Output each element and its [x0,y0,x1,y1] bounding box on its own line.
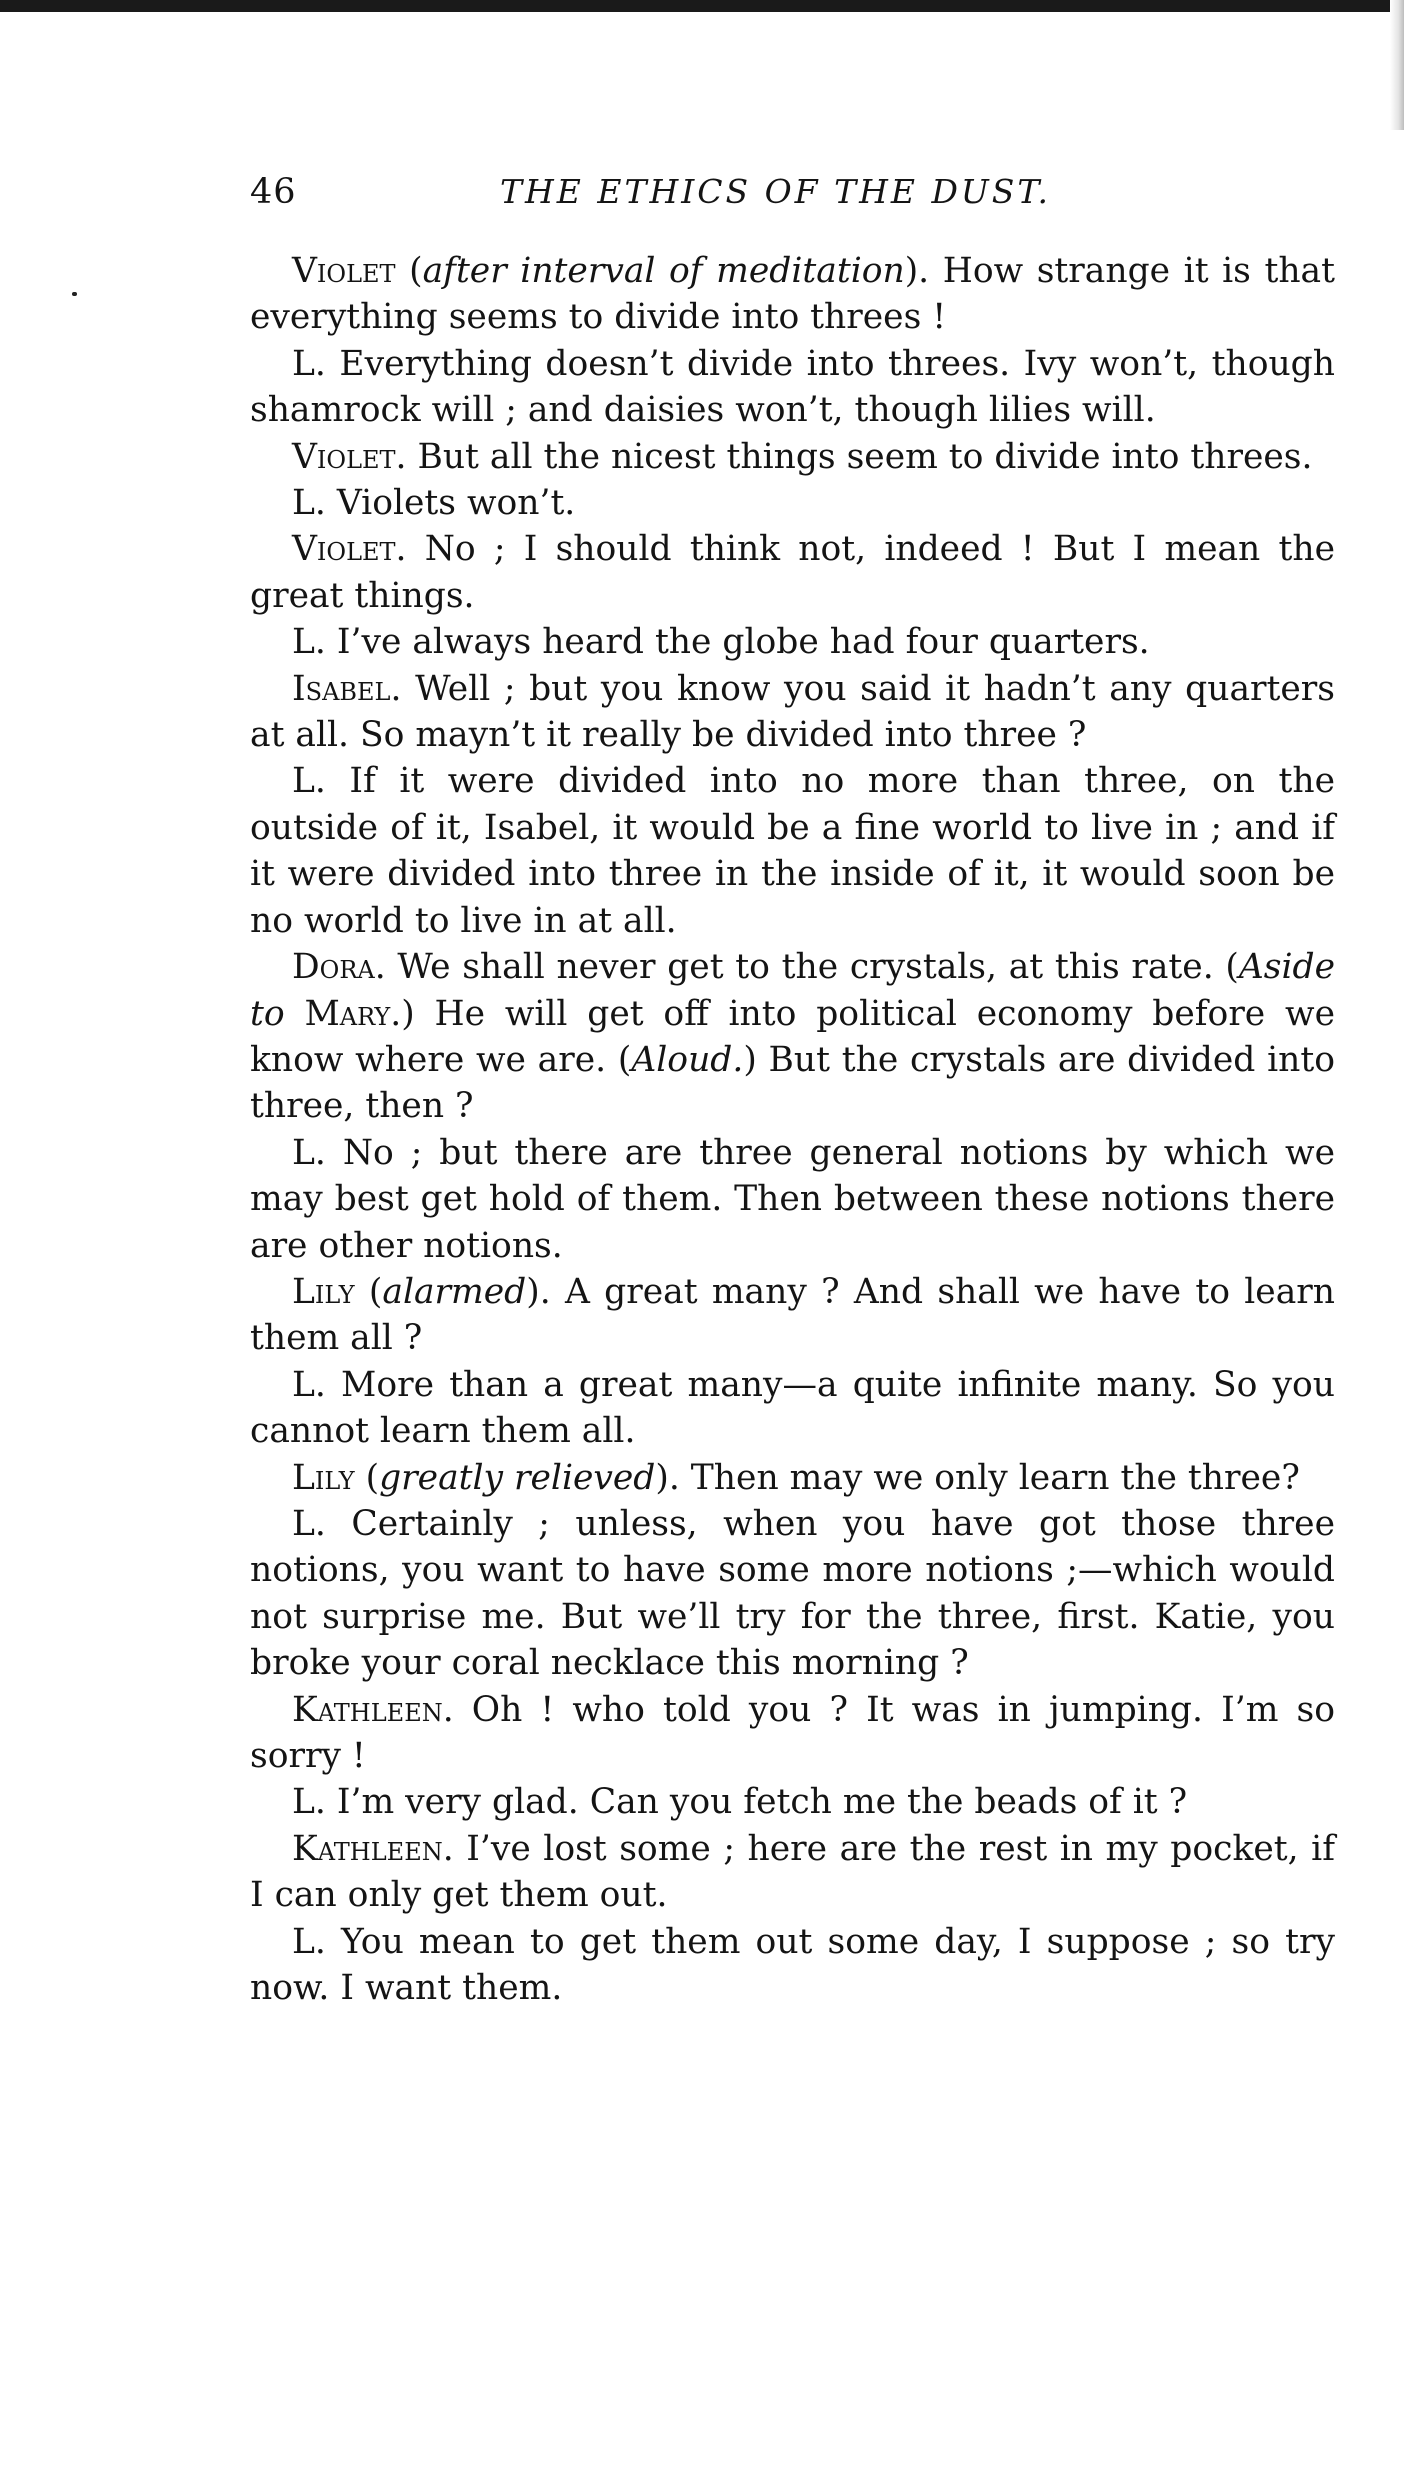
speaker-name: L. [292,483,326,524]
dialogue-text: If it were divided into no more than three, on the outside of it, Isabel, it would be a fine world to live in ; and if it were divided into three in the inside of it, it would soon be no world to live in at all. [250,761,1335,941]
dialogue-paragraph [250,1130,1335,1269]
speaker-name: Isabel. [292,668,402,709]
page-edge-shadow [1390,0,1404,130]
dialogue-text: You mean to get them out some day, I suppose ; so try now. I want them. [250,1921,1335,2009]
dialogue-text: We shall never get to the crystals, at this rate. ( [385,947,1239,988]
speaker-name: L. [292,1132,326,1173]
dialogue-text: I’ve always heard the globe had four quarters. [325,622,1150,663]
punctuation: ( [354,1271,383,1312]
stage-direction: Aloud. [631,1039,744,1080]
dialogue-text: No ; but there are three general notions by which we may best get hold of them. Then between these notions there are other notions. [250,1132,1335,1266]
dialogue-paragraph [250,1455,1335,1501]
dialogue-paragraph [250,1269,1335,1362]
speaker-name: L. [292,761,326,802]
dialogue-text: Everything doesn’t divide into threes. Ivy won’t, though shamrock will ; and daisies won’t, though lilies will. [250,343,1335,431]
dialogue-paragraph [250,1687,1335,1780]
dialogue-text: ) But the crystals are divided into three, then ? [250,1039,1335,1127]
dialogue-text: I’m very glad. Can you fetch me the beads of it ? [325,1782,1188,1823]
dialogue-paragraph [250,1501,1335,1687]
dialogue-text: How strange it is that everything seems to divide into threes ! [250,251,1335,338]
speaker-name: L. [292,1782,326,1823]
dialogue-text: But all the nicest things seem to divide into threes. [406,436,1313,477]
speaker-name: L. [292,1364,326,1405]
dialogue-paragraph [250,1362,1335,1455]
dialogue-paragraph [250,1826,1335,1919]
page-header [250,172,1335,222]
dialogue-body [250,248,1335,2011]
dialogue-paragraph [250,758,1335,944]
speaker-name: L. [292,1921,326,1962]
dialogue-paragraph [250,480,1335,526]
dialogue-text: Then may we only learn the three? [679,1457,1300,1498]
dialogue-text: Violets won’t. [325,483,576,524]
dialogue-paragraph [250,944,1335,1130]
speaker-name: Lily [292,1271,355,1312]
speaker-name: L. [292,343,326,384]
dialogue-paragraph [250,434,1335,480]
dialogue-paragraph [250,248,1335,341]
stage-direction: Aside to [250,947,1335,1034]
punctuation: ( [395,251,423,291]
speaker-name: Violet. [292,529,407,570]
dialogue-text: Certainly ; unless, when you have got those three notions, you want to have some more notions ;—which would not surprise me. But we’ll try for the three, first. Katie, you broke your coral necklace this morning ? [250,1503,1335,1684]
dialogue-paragraph [250,341,1335,434]
speaker-name: L. [292,1503,326,1544]
stage-direction: after interval of meditation [422,251,905,291]
speaker-name: Dora. [292,947,386,988]
dialogue-text: No ; I should think not, indeed ! But I mean the great things. [250,529,1335,616]
dialogue-text: More than a great many—a quite infinite many. So you cannot learn them all. [250,1364,1335,1452]
speaker-name: Kathleen. [292,1828,454,1869]
speaker-name: L. [292,622,326,663]
dialogue-text: Oh ! who told you ? It was in jumping. I’m so sorry ! [250,1689,1335,1776]
dialogue-text: ) He will get off into political economy before we know where we are. ( [250,993,1335,1080]
top-edge-shadow [0,0,1404,12]
dialogue-paragraph [250,666,1335,759]
page-number: 46 [250,172,297,212]
speaker-name: Mary. [284,993,402,1034]
stage-direction: alarmed [382,1271,527,1312]
dialogue-text: Well ; but you know you said it hadn’t any quarters at all. So mayn’t it really be divided into three ? [250,668,1335,756]
speaker-name: Kathleen. [292,1689,454,1730]
punctuation: ). [655,1457,680,1498]
dialogue-paragraph [250,1779,1335,1825]
ink-speck [72,292,77,296]
punctuation: ). [904,251,930,291]
punctuation: ). [526,1271,551,1312]
running-title: THE ETHICS OF THE DUST. [500,172,1051,211]
dialogue-text: I’ve lost some ; here are the rest in my pocket, if I can only get them out. [250,1828,1335,1916]
speaker-name: Violet [292,251,396,291]
speaker-name: Lily [292,1457,355,1498]
speaker-name: Violet. [292,436,407,477]
dialogue-paragraph [250,619,1335,665]
dialogue-text: A great many ? And shall we have to learn them all ? [250,1271,1335,1359]
punctuation: ( [354,1457,380,1498]
stage-direction: greatly relieved [379,1457,656,1498]
dialogue-paragraph [250,1919,1335,2012]
dialogue-paragraph [250,526,1335,619]
